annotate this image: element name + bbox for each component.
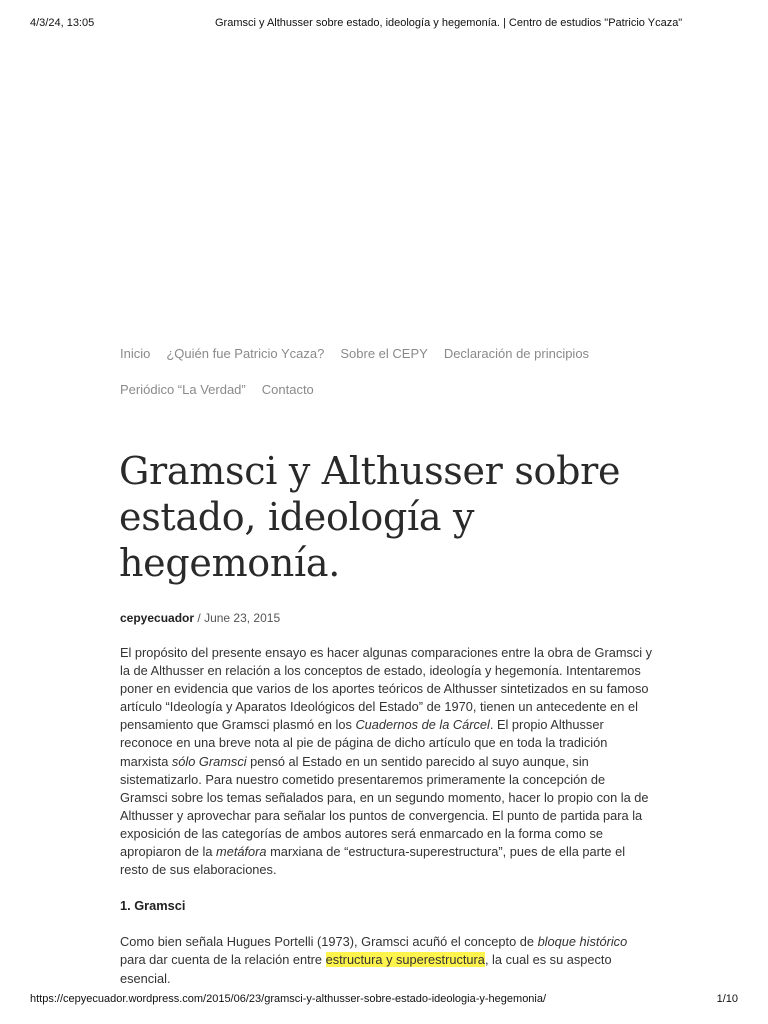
page-number: 1/10: [716, 993, 738, 1005]
post-title: Gramsci y Althusser sobre estado, ideología y hegemonía.: [119, 449, 621, 585]
highlighted-text: estructura y superestructura: [325, 952, 485, 968]
emphasis-metafora: metáfora: [216, 844, 267, 860]
post-content: [120, 644, 655, 1006]
text-run: Como bien señala Hugues Portelli (1973), Gramsci acuñó el concepto de: [120, 934, 538, 950]
print-footer: [30, 993, 738, 1007]
nav-link-inicio[interactable]: Inicio: [120, 346, 151, 361]
text-run: para dar cuenta de la relación entre: [120, 952, 326, 968]
nav-link-periodico[interactable]: Periódico “La Verdad”: [120, 382, 246, 397]
author-link[interactable]: cepyecuador: [120, 611, 195, 625]
nav-link-declaracion[interactable]: Declaración de principios: [443, 346, 590, 361]
emphasis-solo-gramsci: sólo Gramsci: [171, 753, 247, 769]
nav-link-quien-fue[interactable]: ¿Quién fue Patricio Ycaza?: [166, 346, 325, 361]
post-meta: [120, 611, 280, 625]
print-url: https://cepyecuador.wordpress.com/2015/06/23/gramsci-y-althusser-sobre-estado-ideologia-y-hegemonia/: [30, 993, 547, 1005]
meta-separator: /: [194, 611, 205, 625]
emphasis-bloque-historico: bloque histórico: [537, 934, 628, 950]
post-date-link[interactable]: June 23, 2015: [204, 611, 281, 625]
text-run: pensó al Estado en un sentido parecido al suyo aunque, sin sistematizarlo. Para nuestro cometido presentaremos primeramente la concepción de Gramsci sobre los temas señalados para, en un segundo momento, hacer lo propio con la de Althusser y aprovechar para señalar los puntos de convergencia. El punto de partida para la exposición de las categorías de ambos autores será enmarcado en la forma como se apropiaron de la: [120, 753, 649, 860]
section-heading-gramsci: 1. Gramsci: [120, 898, 186, 914]
gramsci-paragraph: [120, 933, 655, 987]
intro-paragraph: [120, 644, 655, 879]
text-run: . El propio Althusser reconoce en una breve nota al pie de página de dicho artículo que en toda la tradición marxista: [120, 717, 608, 769]
text-run: , la cual es su aspecto esencial.: [120, 952, 612, 986]
print-page-title: Gramsci y Althusser sobre estado, ideología y hegemonía. | Centro de estudios "Patricio Ycaza": [215, 17, 683, 29]
nav-row-2: [120, 382, 660, 418]
main-nav: [120, 346, 660, 418]
text-run: El propósito del presente ensayo es hacer algunas comparaciones entre la obra de Gramsci y la de Althusser en relación a los conceptos de estado, ideología y hegemonía. Intentaremos poner en evidencia que varios de los aportes teóricos de Althusser sintetizados en su famoso artículo “Ideología y Aparatos Ideológicos del Estado” de 1970, tienen un antecedente en el pensamiento que Gramsci plasmó en los: [120, 645, 653, 733]
print-date: 4/3/24, 13:05: [30, 17, 95, 29]
nav-row-1: [120, 346, 660, 382]
nav-link-contacto[interactable]: Contacto: [261, 382, 314, 397]
nav-link-sobre-cepy[interactable]: Sobre el CEPY: [340, 346, 428, 361]
text-run: marxiana de “estructura-superestructura”, pues de ella parte el resto de sus elaboraciones.: [120, 844, 626, 878]
emphasis-cuadernos: Cuadernos de la Cárcel: [355, 717, 490, 733]
print-header: [30, 17, 738, 31]
